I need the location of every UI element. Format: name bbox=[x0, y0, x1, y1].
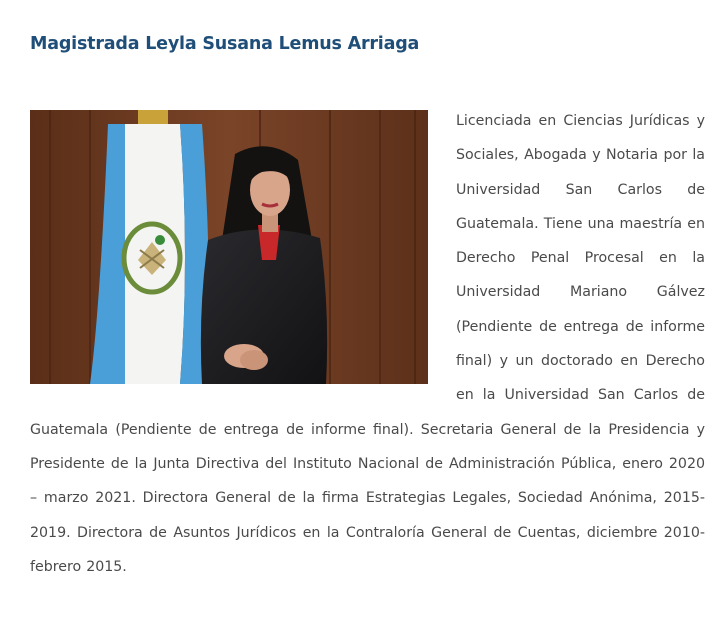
portrait-illustration bbox=[30, 110, 428, 384]
portrait-photo bbox=[30, 110, 428, 384]
biography-section bbox=[30, 104, 705, 584]
biography-text: Licenciada en Ciencias Jurídicas y Sociales, Abogada y Notaria por la Universidad San Carlos de Guatemala. Tiene una maestría en Derecho Penal Procesal en la Universidad Mariano Gálvez (Pendiente de entrega de informe final) y un doctorado en Derecho en la Universidad San Carlos de Guatemala (Pendiente de entrega de informe final). Secretaria General de la Presidencia y Presidente de la Junta Directiva del Instituto Nacional de Administración Pública, enero 2020 – marzo 2021. Directora General de la firma Estrategias Legales, Sociedad Anónima, 2015- 2019. Directora de Asuntos Jurídicos en la Contraloría General de Cuentas, diciembre 2010- febrero 2015. bbox=[30, 113, 705, 575]
page-title: Magistrada Leyla Susana Lemus Arriaga bbox=[30, 34, 420, 54]
